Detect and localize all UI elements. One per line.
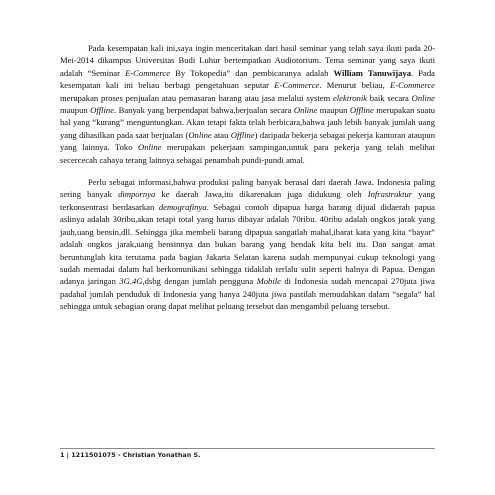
- text-run: merupakan proses penjualan atau pemasaran barang atau jasa melalui system: [60, 92, 333, 103]
- text-run: . Pada kesempatan kali ini beliau berbagi pengetahuan seputar: [60, 67, 435, 91]
- paragraph-2: [60, 176, 435, 312]
- text-run: . Menurut beliau,: [319, 80, 390, 91]
- text-run: . Sebagai contoh dipapua harga barang dijual didaerah papua aslinya adalah 30ribu,akan tetapi total yang harus dibayar adalah 70ribu. 40ribu adalah ongkos jarak yang jauh,uang bensin,dll. Sehingga jika membeli barang dipapua sangatlah mahal,ibarat kata yang kita “bayar” adalah ongkos jarak,uang bensinnya dan bukan barang yang hendak kita beli itu. Dan sangat amat beruntunglah kita terutama pada bagian Jakarta Selatan karena sudah mempunyai cukup teknologi yang sudah memadai dalam hal berkomunikasi sehingga tidaklah terlalu sulit seperti halnya di Papua. Dengan adanya jaringan: [60, 201, 435, 287]
- text-run: maupun: [317, 105, 350, 116]
- italic-text: demografinya: [158, 201, 207, 212]
- italic-text: Mobile: [256, 276, 281, 287]
- bold-text: William Tanuwijaya: [333, 67, 412, 78]
- italic-text: Offline: [349, 105, 374, 116]
- text-run: Perlu sebagai informasi,bahwa produksi paling banyak berasal dari daerah Jawa. Indonesia paling sering banyak: [60, 177, 435, 200]
- italic-text: E-Commerce: [125, 67, 171, 78]
- text-run: ,dsbg dengan jumlah pengguna: [142, 276, 257, 287]
- text-run: Pada kesempatan kali ini,saya ingin menceritakan dari hasil seminar yang telah saya ikuti pada 20-Mei-2014 dikampus Universitas Budi Luhur bertempatkan Audiotorium. Tema seminar yang saya ikuti adalah “Seminar: [60, 43, 435, 78]
- italic-text: elektronik: [332, 92, 368, 103]
- italic-text: Online: [188, 129, 212, 140]
- text-run: ke daerah Jawa,itu dikarenakan juga didukung oleh: [155, 189, 368, 200]
- italic-text: Offline: [90, 105, 115, 116]
- text-run: yang terkonsentrasi berdasarkan: [60, 189, 435, 212]
- italic-text: Online: [293, 105, 318, 116]
- italic-text: Infrastruktur: [367, 189, 413, 200]
- text-run: maupun: [60, 105, 91, 116]
- text-run: . Banyak yang berpendapat bahwa,berjualan secara: [114, 105, 294, 116]
- italic-text: 3G,4G: [119, 276, 143, 287]
- italic-text: E-Commerce: [274, 80, 320, 91]
- italic-text: dimpornya: [118, 189, 156, 200]
- text-run: baik secara: [367, 92, 412, 103]
- text-run: merupakan suatu hal yang “kurang” menguntungkan. Akan tetapi fakta telah berbicara,bahwa jauh lebih banyak jumlah uang yang dihasilkan pada saat berjualan (: [60, 105, 435, 140]
- paragraph-1: [60, 42, 435, 166]
- text-run: ) daripada bekerja sebagai pekerja kantoran ataupun yang lainnya. Toko: [60, 129, 435, 153]
- italic-text: Online: [137, 142, 162, 153]
- text-run: By Tokopedia” dan pembicaranya adalah: [170, 67, 334, 78]
- italic-text: Offline: [230, 129, 255, 140]
- italic-text: E-Commerce: [389, 80, 435, 91]
- page-footer: 1 | 1211501075 - Christian Yonathan S.: [60, 448, 435, 459]
- text-run: atau: [211, 129, 231, 140]
- text-run: merupakan pekerjaan sampingan,untuk para pekerja yang telah melihat secercecah cahaya terang lainnya sebagai penambah pundi-pundi amal.: [60, 142, 435, 165]
- text-run: di Indonesia sudah mencapai 270juta jiwa padahal jumlah penduduk di Indonesia yang hanya 240juta jiwa pastilah memudahkan dalam “segala” hal sehingga untuk sebagian orang dapat melihat peluang tersebut dan mengambil peluang tersebut.: [60, 276, 435, 312]
- italic-text: Online: [411, 92, 435, 103]
